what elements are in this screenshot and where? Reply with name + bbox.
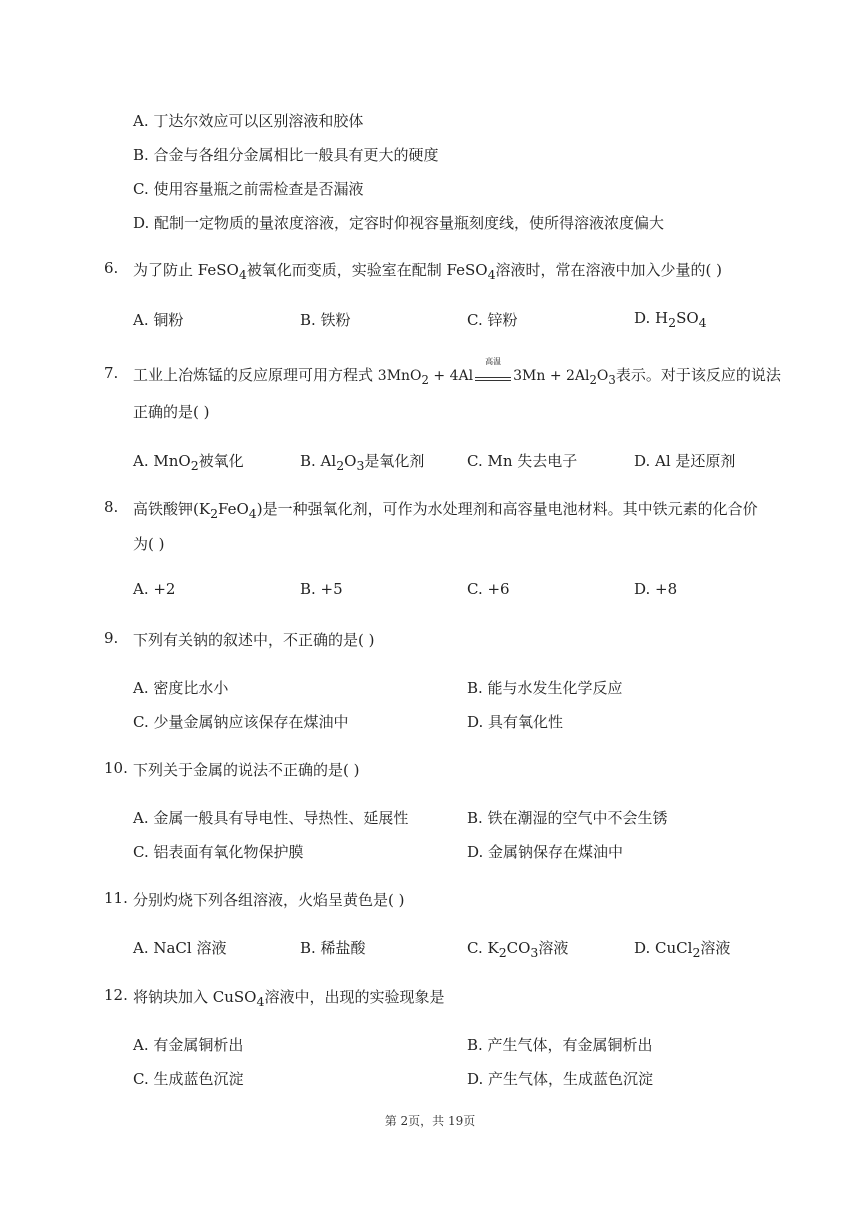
q6-number: 6. bbox=[104, 259, 119, 277]
q12-option-d: D. 产生气体，生成蓝色沉淀 bbox=[467, 1070, 654, 1088]
q6-stem: 为了防止 FeSO$_4$被氧化而变质，实验室在配制 FeSO$_4$溶液时，常在溶液中加入少量的( ) bbox=[133, 261, 723, 282]
q6-option-a: A. 铜粉 bbox=[133, 311, 184, 329]
q7-option-c: C. Mn 失去电子 bbox=[467, 452, 578, 470]
q10-option-b: B. 铁在潮湿的空气中不会生锈 bbox=[467, 809, 668, 827]
q5-option-c: C. 使用容量瓶之前需检查是否漏液 bbox=[133, 180, 364, 198]
q12-option-a: A. 有金属铜析出 bbox=[133, 1036, 244, 1054]
q10-option-a: A. 金属一般具有导电性、导热性、延展性 bbox=[133, 809, 409, 827]
q8-stem-line2: 为( ) bbox=[133, 535, 165, 553]
q6-option-d: D. $H_2SO_4$ bbox=[634, 309, 707, 330]
q12-stem: 将钠块加入 CuSO$_4$溶液中，出现的实验现象是 bbox=[133, 988, 445, 1009]
q7-stem-line2: 正确的是( ) bbox=[133, 403, 210, 421]
q11-stem: 分别灼烧下列各组溶液，火焰呈黄色是( ) bbox=[133, 891, 405, 909]
q8-option-a: A. +2 bbox=[133, 580, 176, 598]
q10-option-c: C. 铝表面有氧化物保护膜 bbox=[133, 843, 304, 861]
q8-option-b: B. +5 bbox=[300, 580, 343, 598]
q5-option-a: A. 丁达尔效应可以区别溶液和胶体 bbox=[133, 112, 364, 130]
q7-option-a: A. MnO$_2$被氧化 bbox=[133, 452, 244, 473]
q5-option-d: D. 配制一定物质的量浓度溶液，定容时仰视容量瓶刻度线，使所得溶液浓度偏大 bbox=[133, 214, 665, 232]
q6-option-c: C. 锌粉 bbox=[467, 311, 518, 329]
q5-option-b: B. 合金与各组分金属相比一般具有更大的硬度 bbox=[133, 146, 439, 164]
q9-option-d: D. 具有氧化性 bbox=[467, 713, 564, 731]
q8-option-d: D. +8 bbox=[634, 580, 678, 598]
q10-stem: 下列关于金属的说法不正确的是( ) bbox=[133, 761, 360, 779]
q9-option-c: C. 少量金属钠应该保存在煤油中 bbox=[133, 713, 349, 731]
q8-stem: 高铁酸钾$(K_2FeO_4)$是一种强氧化剂，可作为水处理剂和高容量电池材料。其中铁元素的化合价 bbox=[133, 500, 758, 521]
q8-number: 8. bbox=[104, 498, 119, 516]
q7-condition: 高温 bbox=[485, 357, 502, 366]
q7-equation: 3MnO$_2$ + 4Al 高温 $3Mn + 2Al_2O_3$ bbox=[377, 357, 616, 387]
q6-option-b: B. 铁粉 bbox=[300, 311, 351, 329]
q9-number: 9. bbox=[104, 629, 119, 647]
q11-option-b: B. 稀盐酸 bbox=[300, 939, 366, 957]
q11-option-a: A. NaCl 溶液 bbox=[133, 939, 227, 957]
q9-option-b: B. 能与水发生化学反应 bbox=[467, 679, 623, 697]
q8-option-c: C. +6 bbox=[467, 580, 510, 598]
q10-number: 10. bbox=[104, 759, 128, 777]
q11-option-c: C. $K_2CO_3$溶液 bbox=[467, 939, 569, 960]
q7-stem: 工业上冶炼锰的反应原理可用方程式 3MnO$_2$ + 4Al 高温 $3Mn + 2Al_2O_3$表示。对于该反应的说法 bbox=[133, 357, 781, 387]
q9-stem: 下列有关钠的叙述中，不正确的是( ) bbox=[133, 631, 375, 649]
q12-number: 12. bbox=[104, 986, 128, 1004]
q9-option-a: A. 密度比水小 bbox=[133, 679, 229, 697]
q7-number: 7. bbox=[104, 364, 119, 382]
q7-option-d: D. Al 是还原剂 bbox=[634, 452, 736, 470]
q10-option-d: D. 金属钠保存在煤油中 bbox=[467, 843, 624, 861]
q11-option-d: D. CuCl$_2$溶液 bbox=[634, 939, 731, 960]
q11-number: 11. bbox=[104, 889, 128, 907]
q7-option-b: B. $Al_2O_3$是氧化剂 bbox=[300, 452, 425, 473]
q12-option-c: C. 生成蓝色沉淀 bbox=[133, 1070, 244, 1088]
q12-option-b: B. 产生气体，有金属铜析出 bbox=[467, 1036, 653, 1054]
page-footer: 第 2页，共 19页 bbox=[384, 1114, 476, 1128]
